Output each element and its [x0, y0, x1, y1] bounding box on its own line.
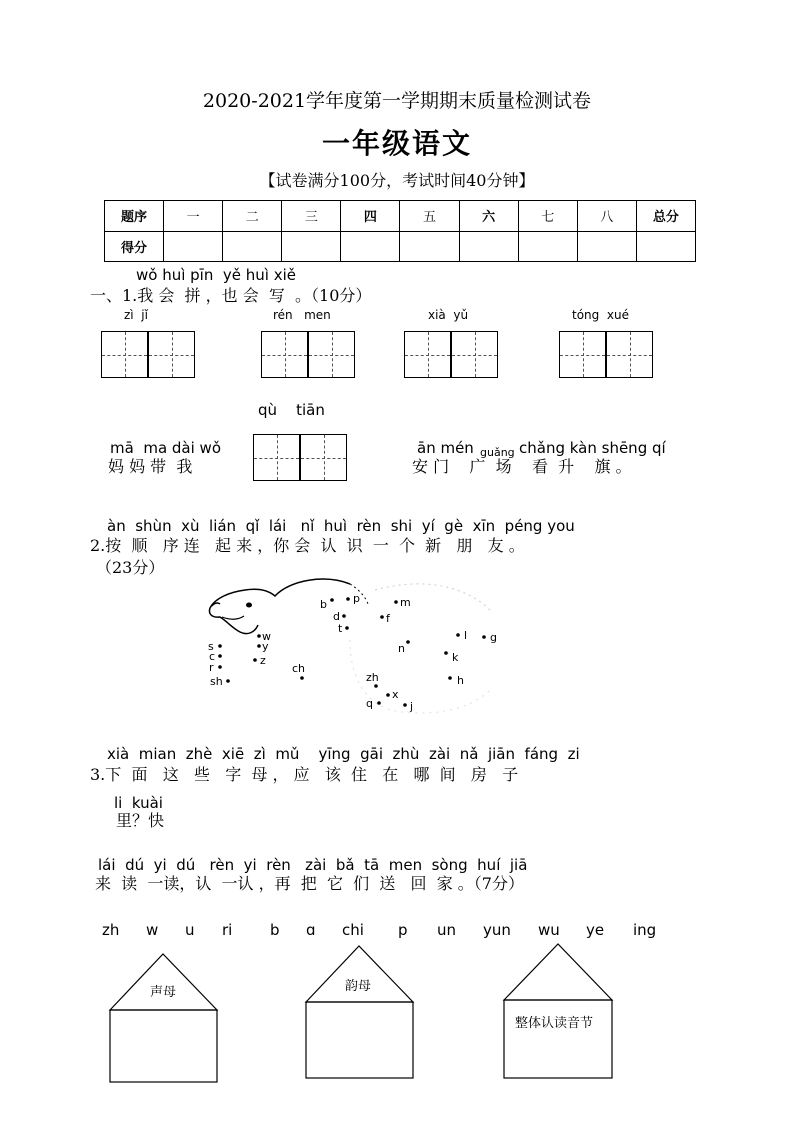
score-cell: 五: [400, 201, 459, 232]
house-roof: [504, 944, 612, 1000]
dot-label: t: [338, 622, 343, 635]
q2-score: （23分）: [96, 558, 165, 577]
dot[interactable]: [406, 640, 410, 644]
score-input-cell[interactable]: [164, 231, 223, 262]
dot-label: ch: [292, 662, 306, 675]
exam-title: 2020-2021学年度第一学期期末质量检测试卷: [202, 90, 592, 112]
dot-label: d: [333, 610, 340, 623]
writing-box[interactable]: [559, 331, 606, 378]
score-cell: 四: [341, 201, 400, 232]
sentence1-text: 妈 妈 带 我: [108, 457, 193, 476]
q3-line3-pinyin: lái dú yi dú rèn yi rèn zài bǎ tā men sòng huí jiā: [98, 856, 528, 874]
letter-chip[interactable]: ing: [633, 921, 657, 939]
score-cell: 八: [577, 201, 636, 232]
dot-label: n: [398, 642, 405, 655]
dot[interactable]: [345, 626, 349, 630]
letter-chip[interactable]: ye: [586, 921, 605, 939]
dot-label: h: [457, 674, 464, 687]
writing-box[interactable]: [261, 331, 308, 378]
writing-box[interactable]: [148, 331, 195, 378]
score-input-cell[interactable]: [223, 231, 282, 262]
sentence2-pinyin-b: chǎng kàn shēng qí: [519, 439, 666, 457]
sentence2-pinyin-small: guǎng: [480, 446, 515, 459]
letter-chip[interactable]: un: [437, 921, 457, 939]
letter-chip[interactable]: b: [270, 921, 280, 939]
dot-label: q: [366, 697, 373, 710]
dot-label: g: [490, 631, 497, 644]
score-input-cell[interactable]: [636, 231, 695, 262]
dot[interactable]: [346, 597, 350, 601]
house-label: 整体认读音节: [515, 1016, 594, 1031]
score-cell: 总分: [636, 201, 695, 232]
dot[interactable]: [374, 684, 378, 688]
dot[interactable]: [342, 614, 346, 618]
dot[interactable]: [300, 676, 304, 680]
dot-label: y: [262, 640, 269, 653]
dot[interactable]: [257, 644, 261, 648]
letter-chip[interactable]: w: [146, 921, 159, 939]
writing-box[interactable]: [606, 331, 653, 378]
q2-pinyin: àn shùn xù lián qǐ lái nǐ huì rèn shi yí gè xīn péng you: [107, 517, 575, 535]
dot-label: sh: [210, 675, 223, 688]
score-table: [104, 200, 696, 262]
word-pinyin: tóng xué: [572, 308, 629, 322]
house-label: 韵母: [345, 979, 372, 994]
dot-label: w: [262, 630, 271, 643]
writing-box[interactable]: [308, 331, 355, 378]
dot[interactable]: [226, 679, 230, 683]
q3-line3-text: 来 读 一读，认 一认 ，再 把 它 们 送 回 家 。（7分）: [95, 874, 524, 893]
writing-box[interactable]: [404, 331, 451, 378]
score-input-cell[interactable]: [341, 231, 400, 262]
house-shengmu[interactable]: [110, 1010, 217, 1082]
dot-label: s: [208, 640, 214, 653]
exam-note: 【试卷满分100分，考试时间40分钟】: [259, 171, 535, 190]
letter-chip[interactable]: ɑ: [306, 921, 316, 939]
dot-label: r: [209, 661, 214, 674]
q3-line1-text: 3.下 面 这 些 字 母 ， 应 该 住 在 哪 间 房 子: [90, 765, 519, 784]
dot-label: l: [464, 629, 468, 642]
houses-drawing: [0, 940, 794, 1090]
score-input-cell[interactable]: [282, 231, 341, 262]
letter-bank: [0, 921, 794, 941]
score-cell: 七: [518, 201, 577, 232]
sentence1-blank-pinyin: qù tiān: [258, 401, 325, 419]
dot-label: z: [260, 654, 266, 667]
letter-chip[interactable]: zh: [102, 921, 120, 939]
letter-chip[interactable]: p: [398, 921, 408, 939]
dot[interactable]: [482, 635, 486, 639]
dot[interactable]: [403, 703, 407, 707]
dot-label: zh: [366, 671, 379, 684]
q3-line1-pinyin: xià mian zhè xiē zì mǔ yīng gāi zhù zài nǎ jiān fáng zi: [107, 745, 580, 763]
dot[interactable]: [448, 676, 452, 680]
dot-label: k: [452, 651, 459, 664]
dot[interactable]: [394, 600, 398, 604]
dot[interactable]: [330, 598, 334, 602]
house-label: 声母: [150, 985, 177, 1000]
letter-chip[interactable]: chi: [342, 921, 364, 939]
dot[interactable]: [444, 651, 448, 655]
q1-text: 一、1.我 会 拼 ，也 会 写 。（10分）: [90, 286, 372, 305]
sentence2-text: 安 门 广 场 看 升 旗 。: [412, 457, 632, 476]
house-yunmu[interactable]: [306, 1002, 413, 1078]
sentence1-pinyin: mā ma dài wǒ: [110, 439, 222, 457]
dot-label: c: [209, 650, 216, 663]
letter-chip[interactable]: yun: [483, 921, 511, 939]
letter-chip[interactable]: u: [185, 921, 195, 939]
word-pinyin: xià yǔ: [428, 308, 469, 322]
dot[interactable]: [257, 634, 261, 638]
dot-label: m: [400, 596, 411, 609]
score-input-cell[interactable]: [518, 231, 577, 262]
score-cell: 二: [223, 201, 282, 232]
score-cell: 六: [459, 201, 518, 232]
connect-dots-picture: [200, 570, 510, 720]
sentence2-pinyin-a: ān mén: [417, 439, 474, 457]
dot[interactable]: [386, 693, 390, 697]
score-input-cell[interactable]: [577, 231, 636, 262]
writing-box[interactable]: [451, 331, 498, 378]
score-table-header-row: [105, 201, 696, 232]
dot-label: b: [320, 598, 327, 611]
dot[interactable]: [218, 644, 222, 648]
word-pinyin: rén men: [273, 308, 331, 322]
exam-subject: 一年级语文: [321, 127, 472, 160]
dot[interactable]: [377, 701, 381, 705]
dot[interactable]: [218, 665, 222, 669]
score-input-cell[interactable]: [400, 231, 459, 262]
q3-line2-pinyin: li kuài: [114, 794, 163, 812]
score-input-cell[interactable]: [459, 231, 518, 262]
word-pinyin: zì jǐ: [124, 308, 148, 322]
dot[interactable]: [456, 633, 460, 637]
dot[interactable]: [380, 615, 384, 619]
writing-box[interactable]: [300, 434, 347, 481]
score-cell: 一: [164, 201, 223, 232]
writing-box[interactable]: [253, 434, 300, 481]
letter-chip[interactable]: ri: [222, 921, 233, 939]
dot-label: j: [410, 700, 414, 713]
score-table-score-row: [105, 231, 696, 262]
score-row-label: 得分: [105, 231, 164, 262]
q3-line2-text: 里？快: [116, 811, 165, 830]
writing-box[interactable]: [101, 331, 148, 378]
q1-pinyin: wǒ huì pīn yě huì xiě: [136, 266, 296, 284]
score-cell: 题序: [105, 201, 164, 232]
dot[interactable]: [218, 654, 222, 658]
dot-label: f: [386, 612, 390, 625]
letter-chip[interactable]: wu: [538, 921, 560, 939]
dot[interactable]: [253, 658, 257, 662]
q2-text: 2.按 顺 序 连 起 来 ，你 会 认 识 一 个 新 朋 友 。: [90, 536, 525, 555]
dot-label: x: [392, 688, 399, 701]
dot-label: p: [353, 592, 360, 605]
score-cell: 三: [282, 201, 341, 232]
